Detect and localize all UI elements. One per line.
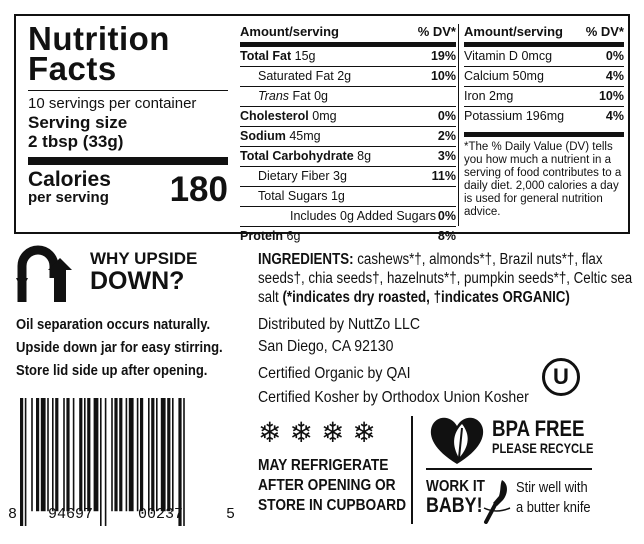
distributor xyxy=(258,314,548,358)
bpa-free-notice xyxy=(492,418,619,456)
oil-separation-notes xyxy=(16,314,246,383)
nutrient-amount: 0mg xyxy=(312,109,337,123)
nutrient-row xyxy=(240,87,456,107)
nutrient-name: Dietary Fiber xyxy=(258,169,330,183)
certifications xyxy=(258,362,548,410)
oil-note: Upside down jar for easy stirring. xyxy=(16,340,223,356)
nutrient-name: Total Fat xyxy=(240,49,292,63)
refrigerate-line: STORE IN CUPBOARD xyxy=(258,497,407,514)
nutrient-daily-value: 4% xyxy=(605,69,624,83)
nutrient-label xyxy=(240,167,347,186)
nutrient-label xyxy=(464,47,552,66)
nutrient-name: Potassium xyxy=(464,109,523,123)
nutrient-name: Iron xyxy=(464,89,486,103)
upside-heading-line1: WHY UPSIDE xyxy=(90,249,198,268)
organic-certification: Certified Organic by QAI xyxy=(258,365,411,382)
stir-line1: Stir well with xyxy=(516,479,588,496)
barcode-bar xyxy=(63,398,65,511)
nutrient-row xyxy=(240,227,456,246)
barcode-bar xyxy=(129,398,134,511)
nutrient-rows-main xyxy=(240,47,456,246)
nutrient-row xyxy=(464,87,624,107)
rule xyxy=(28,90,228,91)
nutrient-daily-value: 10% xyxy=(598,89,624,103)
nutrient-name: Cholesterol xyxy=(240,109,309,123)
leaf-heart-icon xyxy=(426,412,488,466)
barcode-bar xyxy=(172,398,174,511)
upside-heading-line2: DOWN? xyxy=(90,267,185,295)
nutrient-daily-value: 11% xyxy=(431,169,456,183)
barcode-bar xyxy=(25,398,27,526)
barcode-bar xyxy=(94,398,99,511)
nutrient-daily-value: 8% xyxy=(437,229,456,243)
barcode-bar xyxy=(140,398,143,511)
nutrient-label xyxy=(240,87,328,106)
nutrient-name: Includes 0g Added Sugars xyxy=(290,209,436,223)
barcode-bar xyxy=(105,398,107,526)
nutrient-rows-micro xyxy=(464,47,624,126)
nutrient-daily-value: 3% xyxy=(437,149,456,163)
nutrient-label xyxy=(240,147,371,166)
divider xyxy=(411,416,413,524)
barcode-digit-group: 8 xyxy=(8,506,18,523)
calories-value: 180 xyxy=(169,170,228,209)
nutrient-column-main xyxy=(240,24,456,246)
upside-down-arrow-icon xyxy=(16,244,74,302)
nutrient-label xyxy=(240,127,321,146)
column-header xyxy=(240,24,456,47)
serving-size xyxy=(28,113,228,151)
snowflake-icon: ❄ xyxy=(289,417,313,448)
barcode-bar xyxy=(183,398,185,526)
nutrient-amount: 1g xyxy=(330,189,345,203)
nutrient-row xyxy=(240,67,456,87)
nutrient-amount: 196mg xyxy=(525,109,565,123)
nutrient-daily-value: 4% xyxy=(605,109,624,123)
daily-value-footnote: *The % Daily Value (DV) tells you how much a nutrient in a serving of food contributes to a daily diet. 2,000 calories a day is used for general nutrition advice. xyxy=(464,132,624,219)
nutrient-row xyxy=(240,107,456,127)
nutrient-daily-value: 0% xyxy=(437,209,456,223)
nutrient-amount: 45mg xyxy=(289,129,321,143)
nutrient-row xyxy=(464,47,624,67)
barcode-bar xyxy=(156,398,158,511)
nutrient-name: Total Sugars xyxy=(258,189,328,203)
barcode-bar xyxy=(73,398,75,511)
calories-label xyxy=(28,168,111,207)
nutrient-name: Saturated Fat xyxy=(258,69,334,83)
serving-size-value: 2 tbsp (33g) xyxy=(28,132,124,151)
nutrient-row xyxy=(240,147,456,167)
nutrition-title-line2: Facts xyxy=(28,50,117,87)
ingredients xyxy=(258,250,634,307)
barcode-bar xyxy=(148,398,150,511)
calories-label-main: Calories xyxy=(28,168,111,191)
work-it-line2: BABY! xyxy=(426,494,483,517)
snowflake-icons xyxy=(258,418,398,448)
nutrient-label xyxy=(464,87,513,106)
snowflake-icon: ❄ xyxy=(258,417,282,448)
nutrient-daily-value: 19% xyxy=(430,49,456,63)
distributor-address: San Diego, CA 92130 xyxy=(258,338,394,355)
nutrient-row xyxy=(464,107,624,126)
barcode-bar xyxy=(161,398,166,511)
column-header-dv: % DV* xyxy=(417,24,456,39)
nutrient-label xyxy=(240,107,337,126)
nutrient-row xyxy=(240,47,456,67)
snowflake-icon: ❄ xyxy=(320,417,345,448)
barcode-bar xyxy=(55,398,58,511)
barcode-bar xyxy=(151,398,154,511)
column-divider xyxy=(458,24,459,226)
nutrient-row xyxy=(240,127,456,147)
ou-kosher-icon: U xyxy=(542,358,580,396)
nutrient-column-micro xyxy=(464,24,624,219)
refrigerate-notice xyxy=(258,456,408,516)
nutrient-amount: 8g xyxy=(357,149,372,163)
barcode-bar xyxy=(52,398,54,511)
calories-label-sub: per serving xyxy=(28,189,109,206)
refrigerate-line: AFTER OPENING OR xyxy=(258,477,396,494)
nutrient-name: Calcium xyxy=(464,69,510,83)
nutrient-daily-value: 10% xyxy=(430,69,456,83)
column-header-amount: Amount/serving xyxy=(240,24,339,39)
upside-down-heading xyxy=(90,250,197,294)
rule-thick xyxy=(28,157,228,165)
barcode-bar xyxy=(36,398,39,511)
nutrition-title-line1: Nutrition xyxy=(28,20,170,57)
nutrient-amount: 3g xyxy=(333,169,347,183)
barcode-bar xyxy=(41,398,46,511)
nutrient-amount: 0g xyxy=(314,89,328,103)
nutrient-name-suffix: Fat xyxy=(289,89,311,103)
nutrient-amount: 15g xyxy=(294,49,316,63)
nutrient-row xyxy=(240,167,456,187)
barcode-bar xyxy=(126,398,128,511)
divider xyxy=(426,468,592,470)
nutrient-label xyxy=(240,47,316,66)
column-header-dv: % DV* xyxy=(585,24,624,39)
nutrient-name: Protein xyxy=(240,229,284,243)
nutrient-label xyxy=(464,67,544,86)
oil-note: Oil separation occurs naturally. xyxy=(16,317,211,333)
ingredients-label: INGREDIENTS: xyxy=(258,251,354,268)
nutrient-label xyxy=(240,187,345,206)
nutrition-facts-panel xyxy=(14,14,630,243)
barcode-digit-group: 5 xyxy=(226,506,236,523)
kosher-certification: Certified Kosher by Orthodox Union Kosher xyxy=(258,389,529,406)
nutrition-title xyxy=(28,20,228,87)
ingredients-list: cashews*†, almonds*†, Brazil nuts*†, flax seeds†, chia seeds†, hazelnuts*†, pumpkin seeds*†, Celtic sea salt xyxy=(258,251,633,306)
work-it-line1: WORK IT xyxy=(426,478,485,495)
snowflake-icon: ❄ xyxy=(352,417,376,448)
refrigerate-line: MAY REFRIGERATE xyxy=(258,457,389,474)
nutrient-row xyxy=(464,67,624,87)
barcode-bar xyxy=(31,398,33,511)
oil-note: Store lid side up after opening. xyxy=(16,363,208,379)
barcode-bar xyxy=(100,398,102,526)
serving-size-label: Serving size xyxy=(28,113,128,132)
butter-knife-icon xyxy=(482,478,512,524)
barcode-bar xyxy=(114,398,117,511)
barcode-bar xyxy=(119,398,122,511)
barcode-bar xyxy=(20,398,23,526)
nutrient-name: Sodium xyxy=(240,129,286,143)
nutrient-name: Total Carbohydrate xyxy=(240,149,354,163)
nutrient-row xyxy=(240,207,456,227)
barcode-bar xyxy=(84,398,86,511)
stir-line2: a butter knife xyxy=(516,499,591,516)
nutrient-label xyxy=(240,207,436,226)
nutrient-amount: 50mg xyxy=(512,69,544,83)
barcode-bar xyxy=(111,398,113,511)
nutrient-name: Vitamin D xyxy=(464,49,518,63)
nutrient-amount: 2mg xyxy=(489,89,514,103)
barcode-bar xyxy=(79,398,82,511)
nutrient-label xyxy=(464,107,564,126)
nutrient-amount: 2g xyxy=(337,69,352,83)
nutrient-row xyxy=(240,187,456,207)
column-header-amount: Amount/serving xyxy=(464,24,563,39)
nutrient-label xyxy=(240,67,351,86)
column-header xyxy=(464,24,624,47)
nutrient-daily-value: 2% xyxy=(437,129,456,143)
upside-down-block xyxy=(16,244,236,304)
recycle-label: PLEASE RECYCLE xyxy=(492,440,594,456)
nutrient-daily-value: 0% xyxy=(437,109,456,123)
barcode-digit-group: 00237 xyxy=(138,506,184,523)
barcode-bar xyxy=(137,398,139,511)
nutrient-name: Trans xyxy=(258,89,290,103)
nutrient-amount: 6g xyxy=(286,229,301,243)
barcode-digit-group: 94697 xyxy=(48,506,94,523)
ingredients-note: (*indicates dry roasted, †indicates ORGANIC) xyxy=(282,289,570,306)
nutrient-amount: 0mcg xyxy=(521,49,553,63)
stir-instructions xyxy=(516,478,603,518)
nutrition-header xyxy=(28,20,228,209)
barcode-bar xyxy=(167,398,170,511)
servings-per-container: 10 servings per container xyxy=(28,95,197,112)
bpa-free-label: BPA FREE xyxy=(492,416,585,441)
distributor-name: Distributed by NuttZo LLC xyxy=(258,316,420,333)
calories-block xyxy=(28,168,228,209)
nutrient-daily-value: 0% xyxy=(605,49,624,63)
barcode-bar xyxy=(66,398,69,511)
nutrient-label xyxy=(240,227,300,246)
barcode-bar xyxy=(87,398,90,511)
barcode-bar xyxy=(47,398,49,511)
